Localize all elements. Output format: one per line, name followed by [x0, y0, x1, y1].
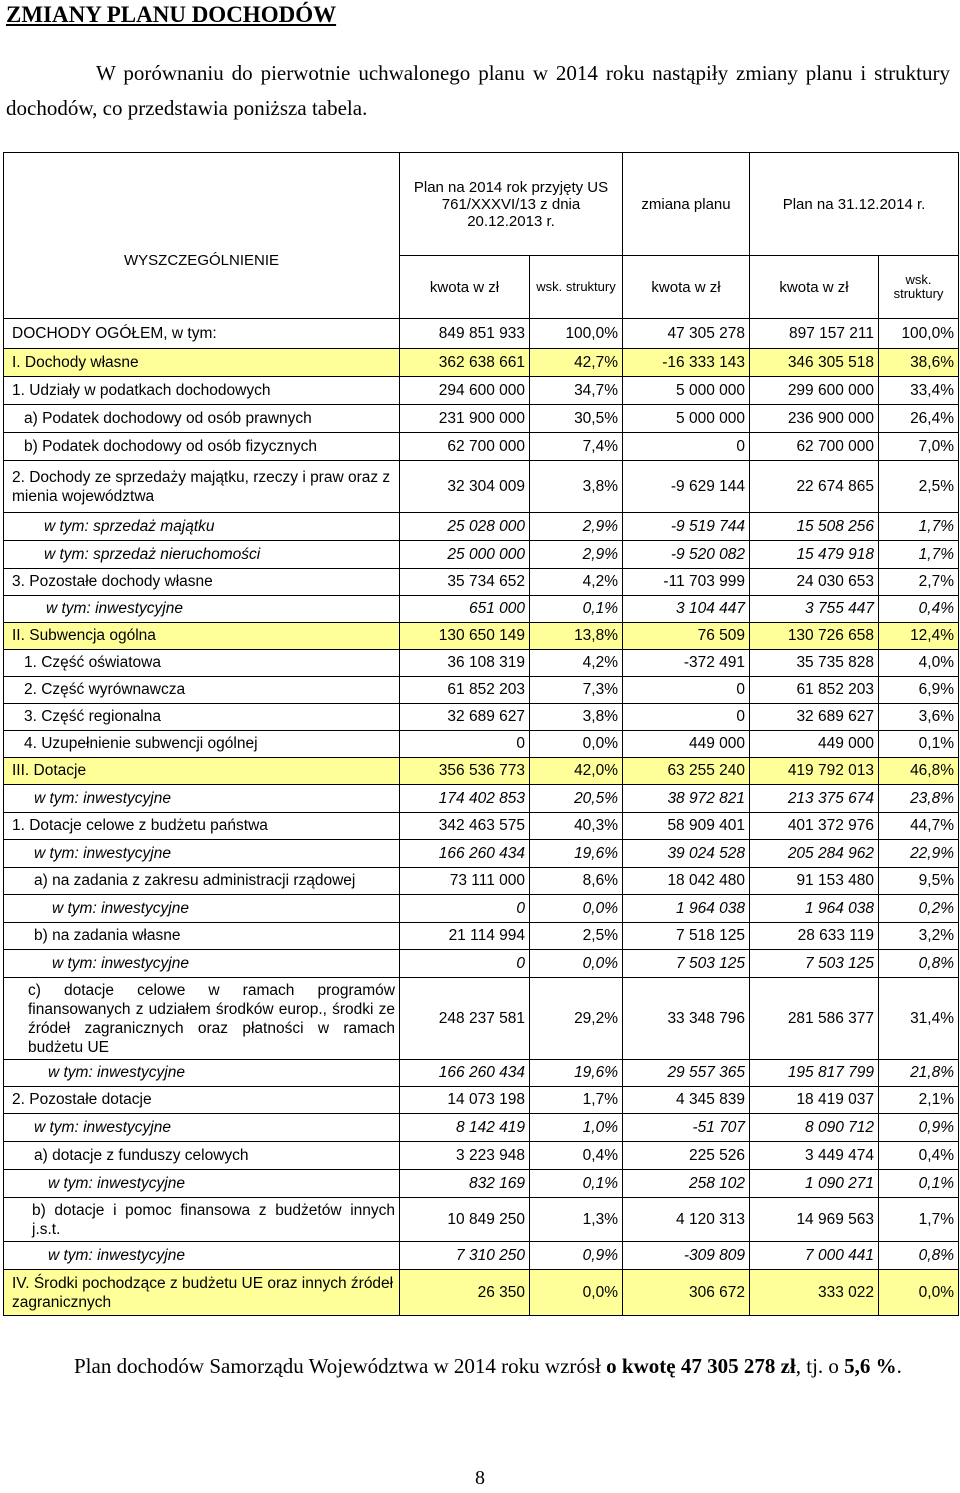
change-amount: 258 102 [623, 1170, 750, 1198]
final-amount: 130 726 658 [750, 623, 879, 650]
final-structure: 4,0% [879, 650, 959, 677]
row-label: IV. Środki pochodzące z budżetu UE oraz innych źródeł zagranicznych [4, 1270, 400, 1316]
change-amount: 47 305 278 [623, 319, 750, 349]
table-row [4, 1142, 959, 1170]
plan-structure: 40,3% [530, 813, 623, 840]
plan-amount: 35 734 652 [400, 569, 530, 596]
change-amount: 18 042 480 [623, 868, 750, 895]
final-structure: 1,7% [879, 513, 959, 541]
table-row [4, 1060, 959, 1087]
plan-amount: 356 536 773 [400, 758, 530, 785]
row-label: w tym: inwestycyjne [4, 596, 400, 623]
plan-structure: 13,8% [530, 623, 623, 650]
row-label: a) dotacje z funduszy celowych [4, 1142, 400, 1170]
final-structure: 2,7% [879, 569, 959, 596]
change-amount: 7 503 125 [623, 950, 750, 978]
plan-structure: 42,7% [530, 349, 623, 377]
final-structure: 33,4% [879, 377, 959, 405]
plan-amount: 832 169 [400, 1170, 530, 1198]
plan-amount: 342 463 575 [400, 813, 530, 840]
plan-structure: 0,0% [530, 731, 623, 758]
table-row [4, 1114, 959, 1142]
table-row [4, 840, 959, 868]
plan-amount: 0 [400, 950, 530, 978]
final-amount: 22 674 865 [750, 461, 879, 513]
final-structure: 1,7% [879, 541, 959, 569]
change-amount: 7 518 125 [623, 923, 750, 950]
final-amount: 62 700 000 [750, 433, 879, 461]
final-structure: 38,6% [879, 349, 959, 377]
final-amount: 1 090 271 [750, 1170, 879, 1198]
change-amount: 29 557 365 [623, 1060, 750, 1087]
page-number: 8 [475, 1467, 485, 1489]
plan-structure: 0,1% [530, 1170, 623, 1198]
change-amount: 39 024 528 [623, 840, 750, 868]
plan-structure: 3,8% [530, 704, 623, 731]
table-row [4, 950, 959, 978]
final-structure: 1,7% [879, 1198, 959, 1242]
table-row [4, 1087, 959, 1114]
table-row [4, 785, 959, 813]
final-amount: 7 503 125 [750, 950, 879, 978]
row-label: DOCHODY OGÓŁEM, w tym: [4, 319, 400, 349]
change-amount: 4 345 839 [623, 1087, 750, 1114]
change-amount: -9 519 744 [623, 513, 750, 541]
plan-structure: 29,2% [530, 978, 623, 1060]
change-amount: 5 000 000 [623, 377, 750, 405]
header-original-plan: Plan na 2014 rok przyjęty US 761/XXXVI/13 z dnia 20.12.2013 r. [400, 153, 623, 256]
table-row [4, 923, 959, 950]
row-label: 2. Dochody ze sprzedaży majątku, rzeczy i praw oraz z mienia województwa [4, 461, 400, 513]
plan-structure: 19,6% [530, 1060, 623, 1087]
plan-structure: 3,8% [530, 461, 623, 513]
plan-amount: 651 000 [400, 596, 530, 623]
plan-amount: 21 114 994 [400, 923, 530, 950]
final-amount: 299 600 000 [750, 377, 879, 405]
table-row [4, 813, 959, 840]
row-label: w tym: inwestycyjne [4, 950, 400, 978]
final-structure: 46,8% [879, 758, 959, 785]
plan-structure: 4,2% [530, 650, 623, 677]
header-structure-2: wsk. struktury [879, 256, 959, 319]
row-label: w tym: inwestycyjne [4, 1114, 400, 1142]
final-amount: 15 479 918 [750, 541, 879, 569]
change-amount: -372 491 [623, 650, 750, 677]
table-row [4, 1242, 959, 1270]
plan-structure: 2,9% [530, 513, 623, 541]
row-label: 2. Pozostałe dotacje [4, 1087, 400, 1114]
final-amount: 3 755 447 [750, 596, 879, 623]
intro-paragraph: W porównaniu do pierwotnie uchwalonego planu w 2014 roku nastąpiły zmiany planu i struktury dochodów, co przedstawia poniższa tabela. [6, 61, 950, 120]
final-structure: 31,4% [879, 978, 959, 1060]
table-row [4, 433, 959, 461]
table-row [4, 868, 959, 895]
plan-structure: 8,6% [530, 868, 623, 895]
final-amount: 449 000 [750, 731, 879, 758]
table-row [4, 704, 959, 731]
plan-amount: 26 350 [400, 1270, 530, 1316]
change-amount: 0 [623, 433, 750, 461]
change-amount: 5 000 000 [623, 405, 750, 433]
row-label: w tym: sprzedaż majątku [4, 513, 400, 541]
plan-amount: 62 700 000 [400, 433, 530, 461]
final-structure: 0,0% [879, 1270, 959, 1316]
plan-amount: 36 108 319 [400, 650, 530, 677]
final-structure: 0,4% [879, 1142, 959, 1170]
plan-structure: 0,9% [530, 1242, 623, 1270]
plan-amount: 166 260 434 [400, 840, 530, 868]
final-amount: 205 284 962 [750, 840, 879, 868]
final-amount: 401 372 976 [750, 813, 879, 840]
header-plan-change: zmiana planu [623, 153, 750, 256]
table-row [4, 650, 959, 677]
final-structure: 22,9% [879, 840, 959, 868]
plan-amount: 0 [400, 895, 530, 923]
change-amount: 38 972 821 [623, 785, 750, 813]
change-amount: 76 509 [623, 623, 750, 650]
final-structure: 7,0% [879, 433, 959, 461]
table-row [4, 513, 959, 541]
table-row [4, 377, 959, 405]
plan-amount: 10 849 250 [400, 1198, 530, 1242]
final-amount: 333 022 [750, 1270, 879, 1316]
final-structure: 44,7% [879, 813, 959, 840]
final-amount: 91 153 480 [750, 868, 879, 895]
plan-structure: 0,0% [530, 1270, 623, 1316]
table-row [4, 596, 959, 623]
final-structure: 3,6% [879, 704, 959, 731]
row-label: 1. Udziały w podatkach dochodowych [4, 377, 400, 405]
row-label: a) Podatek dochodowy od osób prawnych [4, 405, 400, 433]
change-amount: 1 964 038 [623, 895, 750, 923]
header-structure-1: wsk. struktury [530, 256, 623, 319]
plan-amount: 25 028 000 [400, 513, 530, 541]
plan-amount: 362 638 661 [400, 349, 530, 377]
plan-structure: 2,5% [530, 923, 623, 950]
row-label: w tym: inwestycyjne [4, 1242, 400, 1270]
page-heading: ZMIANY PLANU DOCHODÓW [6, 2, 337, 27]
change-amount: -9 520 082 [623, 541, 750, 569]
final-structure: 26,4% [879, 405, 959, 433]
change-amount: 0 [623, 704, 750, 731]
row-label: w tym: inwestycyjne [4, 1170, 400, 1198]
final-amount: 18 419 037 [750, 1087, 879, 1114]
final-structure: 12,4% [879, 623, 959, 650]
plan-amount: 7 310 250 [400, 1242, 530, 1270]
table-row [4, 1198, 959, 1242]
final-amount: 7 000 441 [750, 1242, 879, 1270]
final-structure: 23,8% [879, 785, 959, 813]
row-label: 3. Pozostałe dochody własne [4, 569, 400, 596]
final-structure: 0,4% [879, 596, 959, 623]
row-label: b) Podatek dochodowy od osób fizycznych [4, 433, 400, 461]
final-structure: 2,5% [879, 461, 959, 513]
plan-structure: 1,3% [530, 1198, 623, 1242]
final-structure: 0,8% [879, 950, 959, 978]
final-amount: 897 157 211 [750, 319, 879, 349]
table-row [4, 349, 959, 377]
final-amount: 1 964 038 [750, 895, 879, 923]
table-row [4, 895, 959, 923]
plan-amount: 32 689 627 [400, 704, 530, 731]
summary-end: . [896, 1354, 902, 1378]
header-amount-3: kwota w zł [750, 256, 879, 319]
final-structure: 0,1% [879, 1170, 959, 1198]
final-amount: 14 969 563 [750, 1198, 879, 1242]
change-amount: -51 707 [623, 1114, 750, 1142]
plan-structure: 34,7% [530, 377, 623, 405]
final-amount: 195 817 799 [750, 1060, 879, 1087]
row-label: a) na zadania z zakresu administracji rządowej [4, 868, 400, 895]
header-description: WYSZCZEGÓLNIENIE [4, 153, 400, 319]
final-structure: 0,2% [879, 895, 959, 923]
table-row [4, 541, 959, 569]
plan-structure: 30,5% [530, 405, 623, 433]
row-label: w tym: inwestycyjne [4, 895, 400, 923]
final-structure: 9,5% [879, 868, 959, 895]
plan-amount: 3 223 948 [400, 1142, 530, 1170]
summary-text-2: , tj. o [795, 1354, 845, 1378]
final-amount: 213 375 674 [750, 785, 879, 813]
change-amount: -16 333 143 [623, 349, 750, 377]
row-label: 4. Uzupełnienie subwencji ogólnej [4, 731, 400, 758]
plan-amount: 294 600 000 [400, 377, 530, 405]
row-label: III. Dotacje [4, 758, 400, 785]
row-label: 1. Część oświatowa [4, 650, 400, 677]
header-final-plan: Plan na 31.12.2014 r. [750, 153, 959, 256]
change-amount: 306 672 [623, 1270, 750, 1316]
plan-structure: 100,0% [530, 319, 623, 349]
plan-structure: 4,2% [530, 569, 623, 596]
plan-structure: 7,4% [530, 433, 623, 461]
summary-percent: 5,6 % [844, 1354, 897, 1378]
final-amount: 24 030 653 [750, 569, 879, 596]
final-structure: 0,1% [879, 731, 959, 758]
plan-amount: 32 304 009 [400, 461, 530, 513]
plan-amount: 849 851 933 [400, 319, 530, 349]
plan-structure: 20,5% [530, 785, 623, 813]
change-amount: 4 120 313 [623, 1198, 750, 1242]
final-amount: 281 586 377 [750, 978, 879, 1060]
row-label: w tym: inwestycyjne [4, 840, 400, 868]
row-label: II. Subwencja ogólna [4, 623, 400, 650]
table-row [4, 461, 959, 513]
table-row [4, 569, 959, 596]
final-amount: 236 900 000 [750, 405, 879, 433]
table-row [4, 1270, 959, 1316]
plan-structure: 0,4% [530, 1142, 623, 1170]
change-amount: 225 526 [623, 1142, 750, 1170]
final-amount: 8 090 712 [750, 1114, 879, 1142]
plan-structure: 2,9% [530, 541, 623, 569]
final-amount: 3 449 474 [750, 1142, 879, 1170]
final-amount: 61 852 203 [750, 677, 879, 704]
header-amount-2: kwota w zł [623, 256, 750, 319]
table-row [4, 731, 959, 758]
summary-paragraph [6, 1346, 950, 1386]
plan-structure: 0,1% [530, 596, 623, 623]
plan-amount: 231 900 000 [400, 405, 530, 433]
change-amount: -9 629 144 [623, 461, 750, 513]
change-amount: 63 255 240 [623, 758, 750, 785]
row-label: 2. Część wyrównawcza [4, 677, 400, 704]
table-row [4, 978, 959, 1060]
row-label: 3. Część regionalna [4, 704, 400, 731]
plan-amount: 61 852 203 [400, 677, 530, 704]
row-label: b) dotacje i pomoc finansowa z budżetów innych j.s.t. [4, 1198, 400, 1242]
row-label: 1. Dotacje celowe z budżetu państwa [4, 813, 400, 840]
plan-amount: 25 000 000 [400, 541, 530, 569]
table-row [4, 758, 959, 785]
row-label: I. Dochody własne [4, 349, 400, 377]
final-amount: 15 508 256 [750, 513, 879, 541]
plan-structure: 1,0% [530, 1114, 623, 1142]
final-structure: 6,9% [879, 677, 959, 704]
plan-amount: 248 237 581 [400, 978, 530, 1060]
final-structure: 21,8% [879, 1060, 959, 1087]
final-structure: 100,0% [879, 319, 959, 349]
plan-structure: 0,0% [530, 950, 623, 978]
table-row [4, 405, 959, 433]
change-amount: 33 348 796 [623, 978, 750, 1060]
summary-amount: o kwotę 47 305 278 zł [606, 1354, 796, 1378]
row-label: b) na zadania własne [4, 923, 400, 950]
table-row [4, 1170, 959, 1198]
final-structure: 3,2% [879, 923, 959, 950]
final-amount: 28 633 119 [750, 923, 879, 950]
change-amount: 3 104 447 [623, 596, 750, 623]
final-amount: 32 689 627 [750, 704, 879, 731]
table-row [4, 623, 959, 650]
final-amount: 419 792 013 [750, 758, 879, 785]
final-structure: 2,1% [879, 1087, 959, 1114]
change-amount: 449 000 [623, 731, 750, 758]
table-row [4, 319, 959, 349]
change-amount: -11 703 999 [623, 569, 750, 596]
change-amount: -309 809 [623, 1242, 750, 1270]
row-label: w tym: sprzedaż nieruchomości [4, 541, 400, 569]
plan-amount: 8 142 419 [400, 1114, 530, 1142]
plan-structure: 0,0% [530, 895, 623, 923]
change-amount: 0 [623, 677, 750, 704]
final-amount: 346 305 518 [750, 349, 879, 377]
plan-amount: 14 073 198 [400, 1087, 530, 1114]
summary-text: Plan dochodów Samorządu Województwa w 2014 roku wzrósł [74, 1354, 607, 1378]
plan-structure: 7,3% [530, 677, 623, 704]
plan-structure: 19,6% [530, 840, 623, 868]
plan-amount: 73 111 000 [400, 868, 530, 895]
table-row [4, 677, 959, 704]
final-structure: 0,9% [879, 1114, 959, 1142]
plan-amount: 166 260 434 [400, 1060, 530, 1087]
final-structure: 0,8% [879, 1242, 959, 1270]
row-label: w tym: inwestycyjne [4, 1060, 400, 1087]
change-amount: 58 909 401 [623, 813, 750, 840]
plan-structure: 42,0% [530, 758, 623, 785]
header-amount-1: kwota w zł [400, 256, 530, 319]
plan-structure: 1,7% [530, 1087, 623, 1114]
row-label: c) dotacje celowe w ramach programów finansowanych z udziałem środków europ., środki ze źródeł zagranicznych oraz płatności w ramach budżetu UE [4, 978, 400, 1060]
plan-amount: 174 402 853 [400, 785, 530, 813]
plan-amount: 130 650 149 [400, 623, 530, 650]
final-amount: 35 735 828 [750, 650, 879, 677]
row-label: w tym: inwestycyjne [4, 785, 400, 813]
plan-amount: 0 [400, 731, 530, 758]
income-table [3, 152, 959, 1316]
